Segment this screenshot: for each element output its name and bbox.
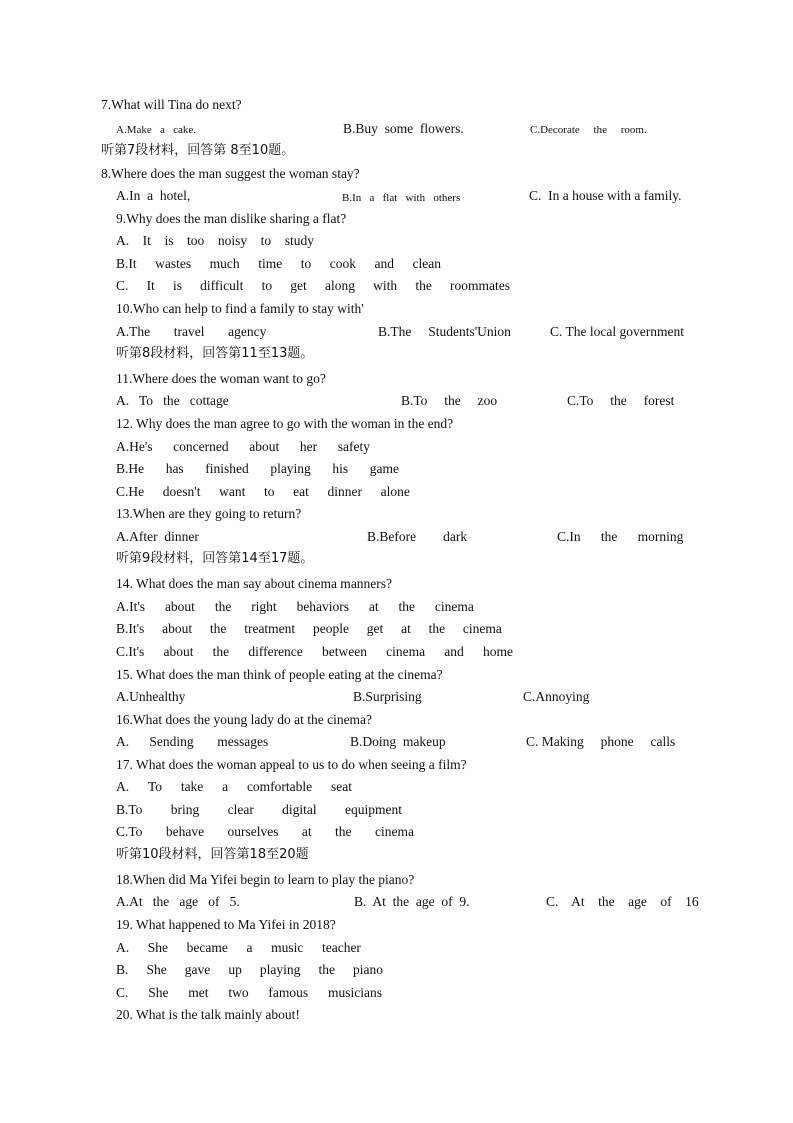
question-12: 12. Why does the man agree to go with the woman in the end? xyxy=(116,416,454,431)
question-18: 18.When did Ma Yifei begin to learn to play the piano? xyxy=(116,872,415,887)
q15-option-a: A.Unhealthy xyxy=(116,689,186,704)
q10-option-c: C. The local government xyxy=(550,324,684,339)
q13-option-b: B.Before dark xyxy=(367,529,468,544)
section-8-header: 听第8段材料，回答第11至13题。 xyxy=(116,346,314,361)
q9-option-c: C. It is difficult to get along with the roommates xyxy=(116,278,510,293)
q15-option-c: C.Annoying xyxy=(523,689,590,704)
question-20: 20. What is the talk mainly about! xyxy=(116,1007,300,1022)
section-9-header: 听第9段材料，回答第14至17题。 xyxy=(116,551,314,566)
q11-option-c: C.To the forest xyxy=(567,393,675,408)
q17-option-c: C.To behave ourselves at the cinema xyxy=(116,824,414,839)
q17-option-b: B.To bring clear digital equipment xyxy=(116,802,402,817)
q8-option-c: C. In a house with a family. xyxy=(529,188,682,203)
q11-option-a: A. To the cottage xyxy=(116,393,229,408)
q14-option-a: A.It's about the right behaviors at the cinema xyxy=(116,599,474,614)
q9-option-a: A. It is too noisy to study xyxy=(116,233,314,248)
q16-option-c: C. Making phone calls xyxy=(526,734,676,749)
q18-option-b: B. At the age of 9. xyxy=(354,894,470,909)
section-10-header: 听第10段材料，回答第18至20题 xyxy=(116,847,309,862)
question-19: 19. What happened to Ma Yifei in 2018? xyxy=(116,917,336,932)
q7-option-c: C.Decorate the room. xyxy=(530,124,647,136)
q16-option-b: B.Doing makeup xyxy=(350,734,446,749)
q8-option-b: B.In a flat with others xyxy=(342,192,461,204)
q16-option-a: A. Sending messages xyxy=(116,734,269,749)
q10-option-a: A.The travel agency xyxy=(116,324,267,339)
q18-option-a: A.At the age of 5. xyxy=(116,894,240,909)
q19-option-b: B. She gave up playing the piano xyxy=(116,962,383,977)
q14-option-b: B.It's about the treatment people get at the cinema xyxy=(116,621,502,636)
q19-option-a: A. She became a music teacher xyxy=(116,940,361,955)
q12-option-c: C.He doesn't want to eat dinner alone xyxy=(116,484,410,499)
q17-option-a: A. To take a comfortable seat xyxy=(116,779,352,794)
q7-option-a: A.Make a cake. xyxy=(116,124,197,136)
q12-option-b: B.He has finished playing his game xyxy=(116,461,399,476)
q11-option-b: B.To the zoo xyxy=(401,393,498,408)
question-9: 9.Why does the man dislike sharing a flat? xyxy=(116,211,347,226)
q18-option-c: C. At the age of 16 xyxy=(546,894,699,909)
q13-option-c: C.In the morning xyxy=(557,529,684,544)
question-8: 8.Where does the man suggest the woman stay? xyxy=(101,166,360,181)
q15-option-b: B.Surprising xyxy=(353,689,422,704)
q9-option-b: B.It wastes much time to cook and clean xyxy=(116,256,441,271)
question-13: 13.When are they going to return? xyxy=(116,506,302,521)
question-16: 16.What does the young lady do at the cinema? xyxy=(116,712,373,727)
question-7: 7.What will Tina do next? xyxy=(101,97,242,112)
q14-option-c: C.It's about the difference between cinema and home xyxy=(116,644,513,659)
question-14: 14. What does the man say about cinema manners? xyxy=(116,576,393,591)
question-11: 11.Where does the woman want to go? xyxy=(116,371,326,386)
q13-option-a: A.After dinner xyxy=(116,529,199,544)
q8-option-a: A.In a hotel, xyxy=(116,188,191,203)
q10-option-b: B.The Students'Union xyxy=(378,324,511,339)
q19-option-c: C. She met two famous musicians xyxy=(116,985,382,1000)
q7-option-b: B.Buy some flowers. xyxy=(343,121,464,136)
question-17: 17. What does the woman appeal to us to do when seeing a film? xyxy=(116,757,467,772)
question-10: 10.Who can help to find a family to stay with' xyxy=(116,301,364,316)
q12-option-a: A.He's concerned about her safety xyxy=(116,439,370,454)
question-15: 15. What does the man think of people eating at the cinema? xyxy=(116,667,443,682)
section-7-header: 听第7段材料，回答第 8至10题。 xyxy=(101,143,295,158)
